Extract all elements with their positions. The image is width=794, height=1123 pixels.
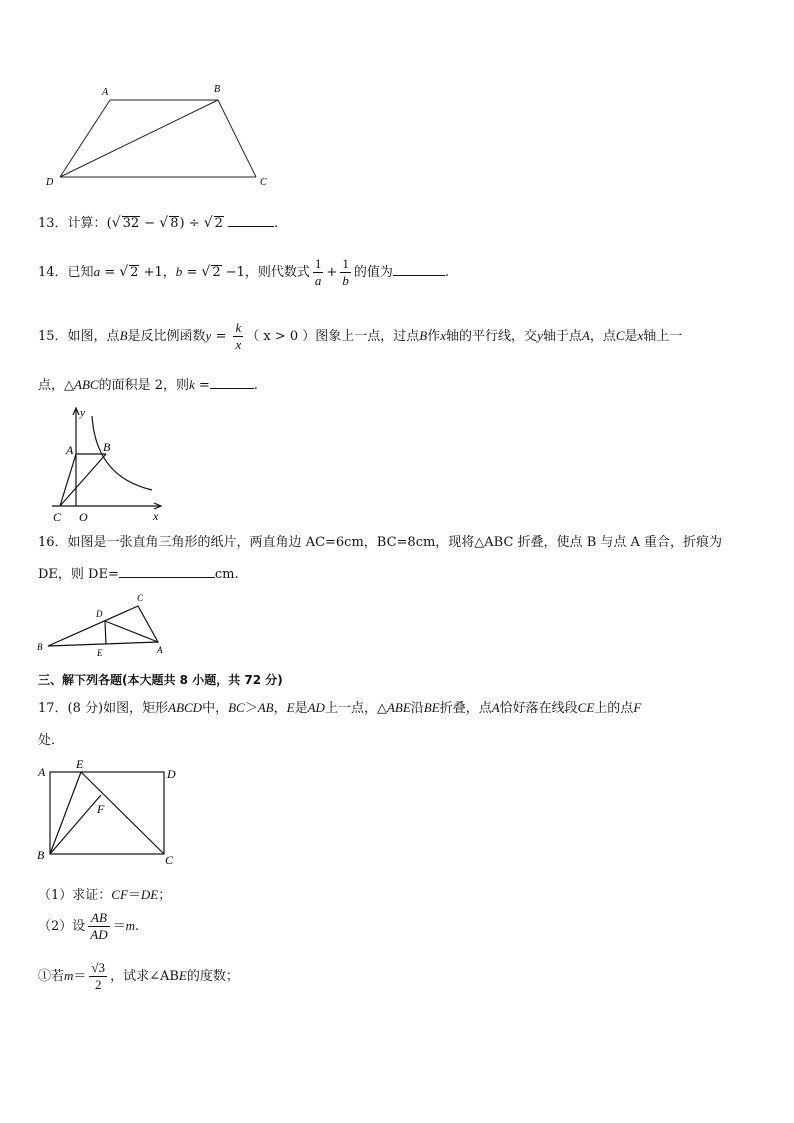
q15-point-c: C: [615, 328, 625, 343]
q17-period: .: [135, 919, 140, 934]
q13-paren: ): [179, 216, 185, 231]
q15-eq: =: [211, 329, 231, 344]
q15-text: 点，△: [38, 378, 74, 393]
q14-period: .: [444, 265, 449, 280]
q14-f1-den: a: [314, 273, 322, 288]
q14-plus: +: [326, 265, 338, 280]
q17-point-f: F: [633, 700, 642, 715]
q15-text: ，点: [589, 329, 616, 344]
q17-point-e: E: [286, 700, 295, 715]
q17-frac-num: AB: [88, 910, 109, 927]
q17-seg: AD: [307, 700, 325, 715]
q14-fraction-2: [340, 256, 351, 289]
label-a: A: [66, 443, 74, 457]
q17-point-a: A: [491, 700, 500, 715]
q14-number: 14．: [38, 265, 68, 280]
question-17-part-3: [38, 960, 239, 993]
q14-plus-one: +1，: [139, 265, 176, 280]
q14-radicand-2: 2: [212, 265, 221, 280]
q15-k: k: [235, 320, 242, 335]
label-b: B: [37, 642, 43, 652]
q14-f1-num: 1: [314, 256, 322, 271]
q15-text: =: [194, 378, 210, 393]
sqrt-icon: √: [111, 215, 121, 231]
question-13: [38, 212, 278, 231]
q17-var-m: m: [64, 968, 74, 983]
q17-var-m: m: [125, 918, 136, 933]
question-14: [38, 256, 449, 289]
q17-eq: ＝: [73, 969, 87, 984]
q14-var-b: b: [175, 264, 183, 279]
q14-f2-den: b: [342, 273, 349, 288]
q17-text: ，: [273, 701, 287, 716]
label-c: C: [165, 853, 174, 867]
section-3-heading: 三、解下列各题(本大题共 8 小题，共 72 分): [38, 673, 283, 687]
question-15-line-2: [38, 374, 258, 393]
q17-text: 是: [294, 701, 308, 716]
label-b: B: [37, 848, 45, 862]
q15-x: x: [235, 337, 242, 352]
label-e: E: [97, 648, 103, 658]
q14-var-a: a: [93, 264, 101, 279]
q16-text: 如图是一张直角三角形的纸片，两直角边 AC=6cm，BC=8cm，现将△ABC 折叠，使点 B 与点 A 重合，折痕为: [67, 535, 723, 550]
question-15-line-1: [38, 320, 682, 353]
sqrt-icon: √: [201, 264, 211, 280]
q16-text: DE，则 DE=: [38, 567, 119, 582]
q17-text: 上的点: [594, 701, 634, 716]
figure-rectangle-abcd: [34, 752, 184, 868]
q15-k: k: [188, 377, 195, 392]
q17-part1-label: （1）求证：: [38, 888, 112, 903]
q14-eq: =: [182, 265, 202, 280]
q17-seg: CE: [577, 700, 595, 715]
q13-period: .: [274, 216, 279, 231]
sqrt-icon: √: [203, 215, 213, 231]
q14-eq: =: [100, 265, 120, 280]
q17-part3-label: ①若: [38, 969, 65, 984]
q17-text: 恰好落在线段: [499, 701, 578, 716]
question-16-line-1: [38, 531, 722, 550]
q15-fraction-k-over-x: [233, 320, 243, 353]
q17-seg: BC: [228, 700, 245, 715]
q17-score: (8 分): [67, 701, 104, 716]
q17-text: 的度数；: [186, 969, 239, 984]
q17-fraction-sqrt3-over-2: [89, 960, 107, 993]
q13-radicand-2: 8: [170, 216, 179, 231]
sqrt-icon: √: [159, 215, 169, 231]
q17-seg: BE: [423, 700, 440, 715]
q17-gt: ＞: [244, 701, 258, 716]
q13-divide: ÷: [184, 216, 204, 231]
q17-eq: ＝: [127, 888, 141, 903]
label-f: F: [97, 802, 105, 816]
q15-text: 如图，点: [67, 329, 120, 344]
q17-text: 如图，矩形: [103, 701, 169, 716]
q15-point-a: A: [581, 328, 590, 343]
q17-frac-den: 2: [94, 977, 102, 992]
label-b: B: [103, 440, 111, 454]
q14-answer-blank[interactable]: [393, 263, 445, 276]
q13-minus: −: [140, 216, 160, 231]
q15-text: 轴于点: [542, 329, 582, 344]
q13-number: 13．: [38, 216, 68, 231]
q17-text: 处．: [38, 733, 65, 748]
q15-point-b: B: [419, 328, 428, 343]
question-17-line-2: [38, 729, 64, 748]
q17-frac-num: √3: [91, 960, 106, 975]
q13-radicand-3: 2: [214, 216, 223, 231]
q15-text: 是: [624, 329, 638, 344]
question-17-part-1: [38, 884, 171, 903]
q14-fraction-1: [313, 256, 324, 289]
label-b: B: [214, 84, 221, 95]
q15-number: 15．: [38, 329, 68, 344]
label-a: A: [102, 87, 109, 98]
q17-seg: CF: [111, 887, 128, 902]
q15-text: 的面积是 2，则: [98, 378, 189, 393]
q15-text: 轴上一: [643, 329, 683, 344]
q17-number: 17．: [38, 701, 68, 716]
q17-part2-label: （2）设: [38, 919, 86, 934]
q17-point-e: E: [178, 968, 187, 983]
q17-text: 折叠，点: [439, 701, 492, 716]
question-17-line-1: [38, 697, 641, 716]
q16-answer-blank[interactable]: [119, 565, 215, 578]
q16-number: 16．: [38, 535, 68, 550]
q17-text: 沿: [410, 701, 424, 716]
question-16-line-2: [38, 563, 239, 582]
label-a: A: [38, 765, 46, 779]
label-o: O: [79, 510, 88, 524]
q17-frac-den: AD: [90, 927, 108, 942]
figure-trapezoid-abcd: [40, 78, 280, 193]
q15-text: （ x > 0 ）图象上一点，过点: [246, 329, 420, 344]
q15-y-axis: y: [537, 328, 543, 343]
figure-hyperbola: [40, 402, 180, 526]
label-c: C: [260, 177, 267, 188]
q17-text: 上一点，△: [324, 701, 387, 716]
q15-text: 是反比例函数: [127, 329, 206, 344]
q17-text: ；: [158, 888, 172, 903]
q15-point-b: B: [119, 328, 128, 343]
q15-period: .: [253, 378, 258, 393]
q14-radicand-1: 2: [130, 265, 139, 280]
q17-seg: AB: [257, 700, 274, 715]
label-a: A: [157, 645, 163, 655]
label-d: D: [167, 767, 176, 781]
q17-rect: ABCD: [168, 700, 203, 715]
q14-prefix: 已知: [67, 265, 94, 280]
q17-fraction-ab-ad: [88, 910, 109, 943]
question-17-part-2: [38, 910, 139, 943]
sqrt-icon: √: [119, 264, 129, 280]
q17-triangle: ABE: [386, 700, 411, 715]
q14-suffix: 的值为: [353, 265, 393, 280]
q17-text: 中，: [202, 701, 229, 716]
label-c: C: [137, 593, 144, 603]
q15-triangle-abc: ABC: [74, 377, 99, 392]
q17-text: ，试求∠AB: [110, 969, 179, 984]
label-y: y: [80, 407, 85, 419]
q15-answer-blank[interactable]: [210, 376, 254, 389]
label-d: D: [96, 609, 103, 619]
q15-text: 轴的平行线，交: [446, 329, 538, 344]
q14-f2-num: 1: [342, 256, 349, 271]
label-x: x: [153, 509, 159, 523]
q15-x-axis: x: [440, 328, 447, 343]
label-c: C: [53, 510, 62, 524]
figure-folded-triangle: [34, 590, 174, 662]
label-d: D: [46, 177, 54, 188]
q14-minus-one: −1，则代数式: [221, 265, 310, 280]
q15-var-y: y: [205, 328, 212, 343]
q17-eq: ＝: [112, 919, 126, 934]
q15-text: 作: [427, 329, 441, 344]
q13-radicand-1: 32: [122, 216, 140, 231]
q16-unit: cm.: [214, 567, 239, 582]
q17-seg: DE: [140, 887, 159, 902]
q13-answer-blank[interactable]: [228, 214, 274, 227]
q15-x-axis: x: [637, 328, 644, 343]
q13-paren: (: [106, 216, 112, 231]
q13-prefix: 计算：: [67, 216, 107, 231]
label-e: E: [76, 757, 84, 771]
